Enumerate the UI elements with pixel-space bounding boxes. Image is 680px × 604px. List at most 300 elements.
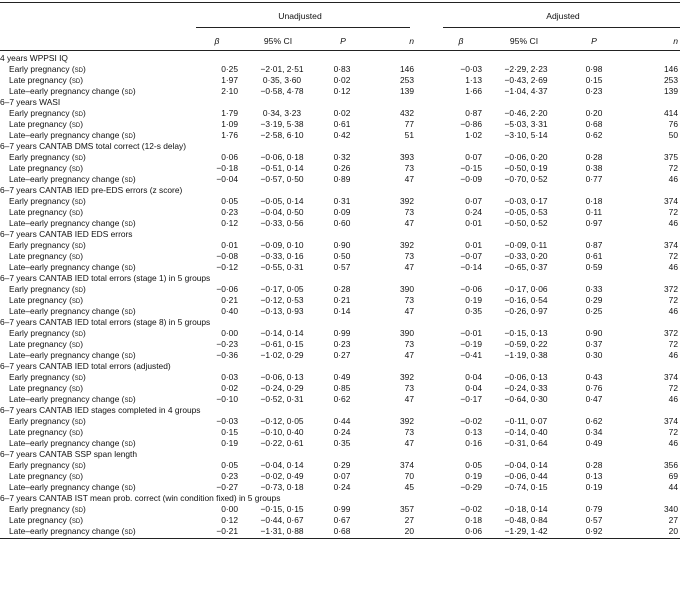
cell-beta: 0·05 — [221, 196, 238, 206]
cell-beta: 0·00 — [221, 328, 238, 338]
cell-n: 390 — [400, 284, 414, 294]
row-label: Late pregnancy (sd) — [9, 339, 83, 349]
cell-n-adj: 46 — [668, 218, 678, 228]
section-title: 4 years WPPSI IQ — [0, 53, 68, 63]
cell-p-adj: 0·97 — [585, 218, 603, 228]
row-label: Early pregnancy (sd) — [9, 460, 86, 470]
cell-beta-adj: −0·02 — [460, 504, 482, 514]
cell-ci-adj: −0·04, 0·14 — [504, 460, 548, 470]
cell-n: 253 — [400, 75, 414, 85]
cell-n: 392 — [400, 196, 414, 206]
cell-ci-adj: −0·16, 0·54 — [504, 295, 548, 305]
cell-beta: −0·03 — [216, 416, 238, 426]
cell-n: 51 — [404, 130, 414, 140]
cell-n: 392 — [400, 416, 414, 426]
cell-p-adj: 0·62 — [585, 130, 603, 140]
cell-n-adj: 374 — [664, 196, 678, 206]
cell-p-adj: 0·37 — [585, 339, 603, 349]
cell-beta-adj: 0·05 — [465, 460, 482, 470]
cell-n-adj: 46 — [668, 350, 678, 360]
row-label: Early pregnancy (sd) — [9, 152, 86, 162]
cell-p-adj: 0·34 — [585, 427, 603, 437]
cell-p-adj: 0·49 — [585, 438, 603, 448]
cell-p-adj: 0·92 — [585, 526, 603, 536]
cell-p-adj: 0·62 — [585, 416, 603, 426]
cell-beta: 0·00 — [221, 504, 238, 514]
cell-p: 0·83 — [333, 64, 351, 74]
cell-ci-adj: −0·65, 0·37 — [504, 262, 548, 272]
cell-p-adj: 0·90 — [585, 328, 603, 338]
cell-n: 73 — [404, 163, 414, 173]
cell-ci: −0·52, 0·31 — [260, 394, 304, 404]
cell-p-adj: 0·33 — [585, 284, 603, 294]
cell-ci: −0·58, 4·78 — [260, 86, 304, 96]
cell-p: 0·85 — [333, 383, 351, 393]
bottom-rule — [0, 538, 680, 539]
cell-beta: 1·97 — [221, 75, 238, 85]
cell-n: 390 — [400, 328, 414, 338]
row-label: Late–early pregnancy change (sd) — [9, 130, 136, 140]
cell-beta-adj: −0·29 — [460, 482, 482, 492]
row-label: Late pregnancy (sd) — [9, 427, 83, 437]
section-title: 6–7 years CANTAB IED total errors (stage 1) in 5 groups — [0, 273, 211, 283]
cell-ci: −0·10, 0·40 — [260, 427, 304, 437]
cell-p: 0·50 — [333, 251, 351, 261]
row-label: Early pregnancy (sd) — [9, 108, 86, 118]
cell-n-adj: 46 — [668, 262, 678, 272]
cell-p: 0·57 — [333, 262, 351, 272]
cell-n-adj: 356 — [664, 460, 678, 470]
section-title: 6–7 years CANTAB SSP span length — [0, 449, 138, 459]
cell-p: 0·60 — [333, 218, 351, 228]
cell-beta: 0·03 — [221, 372, 238, 382]
row-label: Late–early pregnancy change (sd) — [9, 438, 136, 448]
cell-n-adj: 72 — [668, 383, 678, 393]
cell-p-adj: 0·20 — [585, 108, 603, 118]
column-header-ci-adj: 95% CI — [509, 36, 539, 46]
cell-beta-adj: 0·07 — [465, 152, 482, 162]
cell-ci: −2·01, 2·51 — [260, 64, 304, 74]
cell-ci-adj: −0·26, 0·97 — [504, 306, 548, 316]
cell-p-adj: 0·25 — [585, 306, 603, 316]
cell-n-adj: 340 — [664, 504, 678, 514]
cell-p: 0·07 — [333, 471, 351, 481]
cell-ci: −0·17, 0·05 — [260, 284, 304, 294]
cell-beta: −0·04 — [216, 174, 238, 184]
cell-ci: −0·33, 0·16 — [260, 251, 304, 261]
row-label: Late pregnancy (sd) — [9, 383, 83, 393]
row-label: Late–early pregnancy change (sd) — [9, 350, 136, 360]
cell-p: 0·44 — [333, 416, 351, 426]
cell-n-adj: 374 — [664, 416, 678, 426]
cell-p-adj: 0·79 — [585, 504, 603, 514]
cell-p: 0·35 — [333, 438, 351, 448]
cell-p-adj: 0·23 — [585, 86, 603, 96]
cell-ci: −1·02, 0·29 — [260, 350, 304, 360]
cell-beta: −0·23 — [216, 339, 238, 349]
section-title: 6–7 years CANTAB IED pre-EDS errors (z score) — [0, 185, 183, 195]
cell-p: 0·02 — [333, 75, 351, 85]
cell-p-adj: 0·43 — [585, 372, 603, 382]
row-label: Early pregnancy (sd) — [9, 284, 86, 294]
cell-ci: −0·04, 0·14 — [260, 460, 304, 470]
cell-beta-adj: 0·13 — [465, 427, 482, 437]
row-label: Late pregnancy (sd) — [9, 163, 83, 173]
cell-beta-adj: −0·01 — [460, 328, 482, 338]
cell-p-adj: 0·47 — [585, 394, 603, 404]
cell-beta: 0·12 — [221, 218, 238, 228]
cell-beta-adj: 1·13 — [465, 75, 482, 85]
cell-ci-adj: −1·04, 4·37 — [504, 86, 548, 96]
cell-n-adj: 50 — [668, 130, 678, 140]
cell-p-adj: 0·98 — [585, 64, 603, 74]
section-title: 6–7 years CANTAB IED stages completed in 4 groups — [0, 405, 201, 415]
cell-p-adj: 0·87 — [585, 240, 603, 250]
cell-n: 374 — [400, 460, 414, 470]
cell-n-adj: 375 — [664, 152, 678, 162]
cell-p: 0·24 — [333, 482, 351, 492]
cell-ci: −0·57, 0·50 — [260, 174, 304, 184]
cell-n: 146 — [400, 64, 414, 74]
cell-n: 47 — [404, 306, 414, 316]
cell-beta-adj: 0·06 — [465, 526, 482, 536]
cell-ci-adj: −0·74, 0·15 — [504, 482, 548, 492]
cell-ci: −0·09, 0·10 — [260, 240, 304, 250]
cell-n-adj: 72 — [668, 339, 678, 349]
column-header-beta: β — [214, 36, 220, 46]
cell-p: 0·68 — [333, 526, 351, 536]
cell-ci: −0·13, 0·93 — [260, 306, 304, 316]
cell-beta-adj: 1·66 — [465, 86, 482, 96]
cell-ci-adj: −0·24, 0·33 — [504, 383, 548, 393]
cell-p-adj: 0·76 — [585, 383, 603, 393]
cell-beta: 1·09 — [221, 119, 238, 129]
section-title: 6–7 years CANTAB IED total errors (stage 8) in 5 groups — [0, 317, 211, 327]
cell-ci: −0·14, 0·14 — [260, 328, 304, 338]
cell-beta: −0·06 — [216, 284, 238, 294]
cell-p-adj: 0·11 — [585, 207, 603, 217]
cell-ci: −0·15, 0·15 — [260, 504, 304, 514]
cell-n-adj: 20 — [668, 526, 678, 536]
cell-ci-adj: −5·03, 3·31 — [504, 119, 548, 129]
cell-ci-adj: −0·18, 0·14 — [504, 504, 548, 514]
cell-beta: 0·12 — [221, 515, 238, 525]
cell-ci-adj: −0·50, 0·52 — [504, 218, 548, 228]
cell-beta-adj: −0·41 — [460, 350, 482, 360]
cell-n-adj: 374 — [664, 240, 678, 250]
cell-n-adj: 139 — [664, 86, 678, 96]
cell-p: 0·32 — [333, 152, 351, 162]
row-label: Late–early pregnancy change (sd) — [9, 174, 136, 184]
cell-p-adj: 0·19 — [585, 482, 603, 492]
cell-beta-adj: 0·18 — [465, 515, 482, 525]
cell-beta: 0·06 — [221, 152, 238, 162]
cell-ci-adj: −1·19, 0·38 — [504, 350, 548, 360]
cell-ci-adj: −0·59, 0·22 — [504, 339, 548, 349]
cell-beta-adj: −0·07 — [460, 251, 482, 261]
row-label: Late pregnancy (sd) — [9, 251, 83, 261]
row-label: Late–early pregnancy change (sd) — [9, 394, 136, 404]
cell-beta-adj: 0·07 — [465, 196, 482, 206]
cell-p: 0·99 — [333, 328, 351, 338]
cell-ci: −0·61, 0·15 — [260, 339, 304, 349]
cell-beta: 0·21 — [221, 295, 238, 305]
cell-beta: −0·12 — [216, 262, 238, 272]
cell-p: 0·14 — [333, 306, 351, 316]
cell-ci-adj: −0·17, 0·06 — [504, 284, 548, 294]
column-header-n: n — [409, 36, 414, 46]
cell-ci-adj: −0·06, 0·44 — [504, 471, 548, 481]
cell-n: 392 — [400, 372, 414, 382]
cell-n-adj: 72 — [668, 427, 678, 437]
cell-beta-adj: −0·02 — [460, 416, 482, 426]
cell-n: 73 — [404, 383, 414, 393]
cell-p: 0·49 — [333, 372, 351, 382]
cell-p: 0·31 — [333, 196, 351, 206]
row-label: Late–early pregnancy change (sd) — [9, 482, 136, 492]
cell-ci: 0·35, 3·60 — [262, 75, 302, 85]
cell-n: 392 — [400, 240, 414, 250]
cell-n-adj: 76 — [668, 119, 678, 129]
cell-n: 47 — [404, 218, 414, 228]
cell-n: 47 — [404, 262, 414, 272]
cell-ci: −0·12, 0·05 — [260, 416, 304, 426]
cell-p: 0·21 — [333, 295, 351, 305]
cell-ci: −0·51, 0·14 — [260, 163, 304, 173]
cell-ci: −3·19, 5·38 — [260, 119, 304, 129]
cell-beta: 1·76 — [221, 130, 238, 140]
cell-n: 47 — [404, 394, 414, 404]
cell-ci-adj: −0·64, 0·30 — [504, 394, 548, 404]
cell-n-adj: 72 — [668, 207, 678, 217]
cell-ci-adj: −0·43, 2·69 — [504, 75, 548, 85]
cell-beta-adj: −0·09 — [460, 174, 482, 184]
row-label: Late pregnancy (sd) — [9, 75, 83, 85]
cell-p: 0·61 — [333, 119, 351, 129]
cell-beta: 0·25 — [221, 64, 238, 74]
cell-p-adj: 0·15 — [585, 75, 603, 85]
cell-n-adj: 46 — [668, 394, 678, 404]
cell-ci: −0·22, 0·61 — [260, 438, 304, 448]
row-label: Late–early pregnancy change (sd) — [9, 526, 136, 536]
column-header-beta-adj: β — [458, 36, 464, 46]
cell-n: 432 — [400, 108, 414, 118]
cell-n-adj: 72 — [668, 295, 678, 305]
row-label: Early pregnancy (sd) — [9, 372, 86, 382]
cell-beta-adj: 0·01 — [465, 218, 482, 228]
cell-p-adj: 0·68 — [585, 119, 603, 129]
column-header-p: P — [340, 36, 346, 46]
cell-n: 73 — [404, 427, 414, 437]
cell-ci-adj: −0·46, 2·20 — [504, 108, 548, 118]
cell-n-adj: 414 — [664, 108, 678, 118]
cell-n-adj: 72 — [668, 163, 678, 173]
cell-beta: 0·05 — [221, 460, 238, 470]
cell-p: 0·24 — [333, 427, 351, 437]
cell-n: 357 — [400, 504, 414, 514]
cell-ci-adj: −0·06, 0·20 — [504, 152, 548, 162]
cell-p: 0·99 — [333, 504, 351, 514]
cell-beta-adj: −0·14 — [460, 262, 482, 272]
cell-beta-adj: 0·24 — [465, 207, 482, 217]
cell-n: 47 — [404, 350, 414, 360]
cell-ci-adj: −0·14, 0·40 — [504, 427, 548, 437]
group-header-unadjusted: Unadjusted — [278, 11, 322, 21]
cell-p-adj: 0·29 — [585, 295, 603, 305]
cell-p-adj: 0·28 — [585, 460, 603, 470]
row-label: Late pregnancy (sd) — [9, 471, 83, 481]
cell-beta-adj: 0·35 — [465, 306, 482, 316]
cell-beta-adj: −0·19 — [460, 339, 482, 349]
cell-n: 70 — [404, 471, 414, 481]
cell-n-adj: 374 — [664, 372, 678, 382]
cell-n-adj: 69 — [668, 471, 678, 481]
cell-ci: −0·02, 0·49 — [260, 471, 304, 481]
cell-beta-adj: −0·06 — [460, 284, 482, 294]
cell-p: 0·90 — [333, 240, 351, 250]
cell-ci: −0·06, 0·13 — [260, 372, 304, 382]
cell-n: 20 — [404, 526, 414, 536]
cell-beta: 0·19 — [221, 438, 238, 448]
cell-n: 73 — [404, 339, 414, 349]
cell-ci-adj: −0·09, 0·11 — [504, 240, 548, 250]
cell-ci: 0·34, 3·23 — [262, 108, 302, 118]
section-title: 6–7 years CANTAB IST mean prob. correct (win condition fixed) in 5 groups — [0, 493, 281, 503]
cell-n-adj: 372 — [664, 284, 678, 294]
cell-ci-adj: −0·48, 0·84 — [504, 515, 548, 525]
cell-ci-adj: −2·29, 2·23 — [504, 64, 548, 74]
cell-ci: −0·06, 0·18 — [260, 152, 304, 162]
cell-p: 0·26 — [333, 163, 351, 173]
cell-beta-adj: −0·17 — [460, 394, 482, 404]
adjusted-underline — [443, 27, 680, 28]
cell-ci-adj: −0·50, 0·19 — [504, 163, 548, 173]
row-label: Early pregnancy (sd) — [9, 196, 86, 206]
cell-n: 45 — [404, 482, 414, 492]
cell-ci-adj: −0·15, 0·13 — [504, 328, 548, 338]
cell-p: 0·29 — [333, 460, 351, 470]
cell-n: 77 — [404, 119, 414, 129]
top-rule — [0, 2, 680, 3]
row-label: Late pregnancy (sd) — [9, 119, 83, 129]
cell-beta: −0·10 — [216, 394, 238, 404]
cell-n: 73 — [404, 207, 414, 217]
cell-ci-adj: −3·10, 5·14 — [504, 130, 548, 140]
cell-p-adj: 0·57 — [585, 515, 603, 525]
cell-beta-adj: 0·19 — [465, 471, 482, 481]
column-header-ci: 95% CI — [263, 36, 293, 46]
cell-ci-adj: −0·06, 0·13 — [504, 372, 548, 382]
cell-ci-adj: −0·05, 0·53 — [504, 207, 548, 217]
cell-beta: −0·27 — [216, 482, 238, 492]
section-title: 6–7 years CANTAB DMS total correct (12-s delay) — [0, 141, 187, 151]
cell-n: 139 — [400, 86, 414, 96]
row-label: Early pregnancy (sd) — [9, 240, 86, 250]
cell-p: 0·42 — [333, 130, 351, 140]
cell-ci: −0·24, 0·29 — [260, 383, 304, 393]
cell-n: 27 — [404, 515, 414, 525]
cell-beta: 1·79 — [221, 108, 238, 118]
cell-n: 73 — [404, 251, 414, 261]
cell-p-adj: 0·18 — [585, 196, 603, 206]
cell-p-adj: 0·59 — [585, 262, 603, 272]
cell-ci: −1·31, 0·88 — [260, 526, 304, 536]
cell-beta: 0·15 — [221, 427, 238, 437]
cell-ci: −2·58, 6·10 — [260, 130, 304, 140]
cell-ci-adj: −1·29, 1·42 — [504, 526, 548, 536]
cell-beta-adj: 0·04 — [465, 383, 482, 393]
cell-beta: 2·10 — [221, 86, 238, 96]
cell-beta-adj: −0·15 — [460, 163, 482, 173]
cell-p: 0·27 — [333, 350, 351, 360]
cell-beta: 0·02 — [221, 383, 238, 393]
cell-ci: −0·55, 0·31 — [260, 262, 304, 272]
cell-ci: −0·73, 0·18 — [260, 482, 304, 492]
cell-beta: −0·08 — [216, 251, 238, 261]
cell-beta: −0·18 — [216, 163, 238, 173]
cell-beta-adj: 1·02 — [465, 130, 482, 140]
cell-n-adj: 253 — [664, 75, 678, 85]
cell-p-adj: 0·13 — [585, 471, 603, 481]
cell-p-adj: 0·77 — [585, 174, 603, 184]
cell-n: 393 — [400, 152, 414, 162]
cell-p-adj: 0·38 — [585, 163, 603, 173]
section-title: 6–7 years CANTAB IED EDS errors — [0, 229, 133, 239]
cell-beta: 0·23 — [221, 471, 238, 481]
cell-n-adj: 27 — [668, 515, 678, 525]
row-label: Early pregnancy (sd) — [9, 328, 86, 338]
cell-ci: −0·05, 0·14 — [260, 196, 304, 206]
cell-beta-adj: −0·86 — [460, 119, 482, 129]
row-label: Early pregnancy (sd) — [9, 64, 86, 74]
section-title: 6–7 years CANTAB IED total errors (adjusted) — [0, 361, 171, 371]
cell-p: 0·23 — [333, 339, 351, 349]
cell-n: 47 — [404, 174, 414, 184]
cell-ci: −0·44, 0·67 — [260, 515, 304, 525]
cell-n: 47 — [404, 438, 414, 448]
row-label: Early pregnancy (sd) — [9, 504, 86, 514]
cell-n-adj: 72 — [668, 251, 678, 261]
unadjusted-underline — [196, 27, 410, 28]
cell-p-adj: 0·30 — [585, 350, 603, 360]
cell-ci-adj: −0·03, 0·17 — [504, 196, 548, 206]
cell-ci-adj: −0·33, 0·20 — [504, 251, 548, 261]
cell-n-adj: 372 — [664, 328, 678, 338]
section-title: 6–7 years WASI — [0, 97, 61, 107]
cell-n-adj: 46 — [668, 306, 678, 316]
cell-n-adj: 46 — [668, 174, 678, 184]
cell-beta-adj: 0·19 — [465, 295, 482, 305]
cell-ci-adj: −0·11, 0·07 — [504, 416, 548, 426]
cell-ci: −0·33, 0·56 — [260, 218, 304, 228]
cell-ci-adj: −0·70, 0·52 — [504, 174, 548, 184]
cell-ci-adj: −0·31, 0·64 — [504, 438, 548, 448]
column-header-n-adj: n — [673, 36, 678, 46]
header-rule — [0, 50, 680, 51]
cell-p-adj: 0·61 — [585, 251, 603, 261]
cell-p: 0·89 — [333, 174, 351, 184]
cell-beta: 0·23 — [221, 207, 238, 217]
cell-beta-adj: 0·04 — [465, 372, 482, 382]
cell-p: 0·62 — [333, 394, 351, 404]
cell-beta-adj: 0·87 — [465, 108, 482, 118]
cell-beta-adj: −0·03 — [460, 64, 482, 74]
column-header-p-adj: P — [591, 36, 597, 46]
cell-ci: −0·04, 0·50 — [260, 207, 304, 217]
cell-n: 73 — [404, 295, 414, 305]
group-header-adjusted: Adjusted — [546, 11, 580, 21]
row-label: Late pregnancy (sd) — [9, 295, 83, 305]
